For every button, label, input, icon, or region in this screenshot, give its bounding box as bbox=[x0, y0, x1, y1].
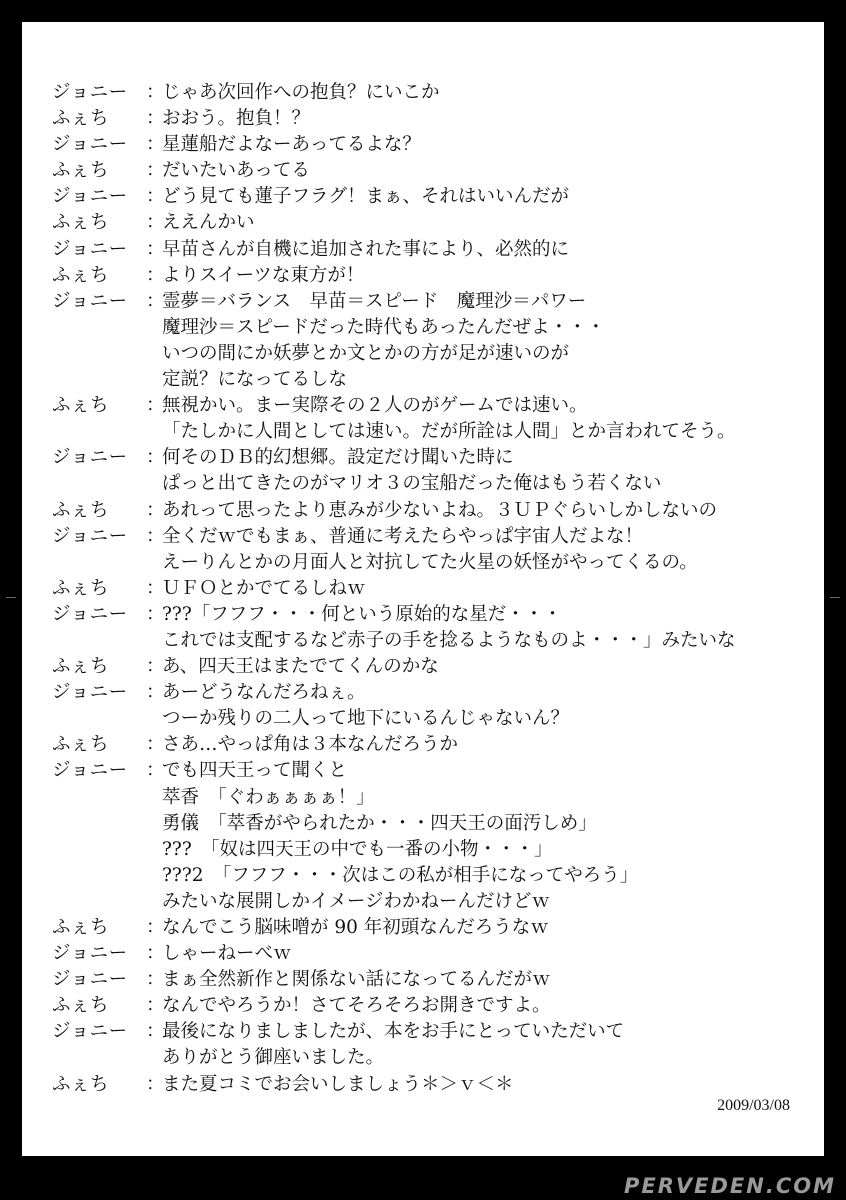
speaker-colon: ： bbox=[146, 447, 165, 469]
speaker-name: ジョニー bbox=[52, 525, 128, 547]
speaker-colon: ： bbox=[146, 734, 165, 756]
dialogue-text: えーりんとかの月面人と対抗してた火星の妖怪がやってくるの。 bbox=[162, 551, 698, 573]
dialogue-text: まぁ全然新作と関係ない話になってるんだがｗ bbox=[162, 969, 551, 991]
dialogue-text: いつの間にか妖夢とか文とかの方が足が速いのが bbox=[162, 342, 570, 364]
dialogue-line bbox=[52, 1045, 812, 1071]
dialogue-text: これでは支配するなど赤子の手を捻るようなものよ・・・」みたいな bbox=[162, 629, 736, 651]
speaker-name: ふぇち bbox=[52, 917, 110, 938]
speaker-colon: ： bbox=[146, 134, 165, 156]
speaker-name: ジョニー bbox=[52, 186, 128, 208]
dialogue-text: ぱっと出てきたのがマリオ３の宝船だった俺はもう若くない bbox=[162, 473, 662, 495]
speaker-name: ジョニー bbox=[52, 82, 128, 103]
dialogue-line bbox=[52, 419, 812, 445]
speaker-colon: ： bbox=[146, 1021, 165, 1043]
speaker-colon: ： bbox=[146, 656, 165, 678]
speaker-colon: ： bbox=[146, 212, 165, 234]
speaker-name: ふぇち bbox=[52, 499, 110, 521]
dialogue-line bbox=[52, 863, 812, 889]
date-stamp: 2009/03/08 bbox=[717, 1097, 790, 1114]
speaker-colon: ： bbox=[146, 108, 165, 130]
dialogue-line bbox=[52, 1072, 812, 1098]
dialogue-line bbox=[52, 289, 812, 315]
dialogue-text: 定説？になってるしな bbox=[162, 369, 348, 391]
speaker-name: ふぇち bbox=[52, 1073, 110, 1095]
dialogue-text: みたいな展開しかイメージわかねーんだけどｗ bbox=[162, 890, 550, 912]
dialogue-text: だいたいあってる bbox=[162, 160, 310, 182]
dialogue-line bbox=[52, 341, 812, 367]
dialogue-line bbox=[52, 654, 812, 680]
dialogue-text: なんでやろうか！さてそろそろお開きですよ。 bbox=[162, 995, 551, 1017]
watermark: PERVEDEN.COM bbox=[624, 1174, 836, 1198]
dialogue-text: 最後になりましましたが、本をお手にとっていただいて bbox=[162, 1021, 625, 1043]
speaker-name: ふぇち bbox=[52, 264, 110, 286]
speaker-name: ふぇち bbox=[52, 734, 110, 756]
speaker-colon: ： bbox=[146, 682, 165, 704]
speaker-name: ふぇち bbox=[52, 160, 110, 182]
dialogue-text: 何そのＤＢ的幻想郷。設定だけ聞いた時に bbox=[162, 447, 514, 469]
dialogue-line bbox=[52, 237, 812, 263]
dialogue-text: 「たしかに人間としては速い。だが所詮は人間」とか言われてそう。 bbox=[162, 421, 736, 443]
speaker-colon: ： bbox=[146, 186, 165, 208]
dialogue-text: おおう。抱負！？ bbox=[162, 108, 311, 130]
dialogue-text: 萃香 「ぐわぁぁぁぁ！」 bbox=[162, 786, 375, 808]
speaker-name: ジョニー bbox=[52, 290, 128, 312]
dialogue-text: しゃーねーべｗ bbox=[162, 943, 292, 965]
crop-mark-right bbox=[830, 597, 840, 598]
dialogue-line bbox=[52, 837, 812, 863]
dialogue-text: ???2 「フフフ・・・次はこの私が相手になってやろう」 bbox=[162, 864, 639, 886]
dialogue-line bbox=[52, 967, 812, 993]
speaker-name: ふぇち bbox=[52, 995, 110, 1017]
dialogue-line bbox=[52, 393, 812, 419]
speaker-name: ふぇち bbox=[52, 108, 110, 130]
speaker-colon: ： bbox=[146, 917, 165, 938]
dialogue-line bbox=[52, 158, 812, 184]
speaker-name: ふぇち bbox=[52, 577, 110, 599]
dialogue-text: じゃあ次回作への抱負？にいこか bbox=[162, 82, 440, 103]
dialogue-line bbox=[52, 1019, 812, 1045]
dialogue-line bbox=[52, 785, 812, 811]
dialogue-line bbox=[52, 80, 812, 106]
speaker-colon: ： bbox=[146, 525, 165, 547]
dialogue-text: 魔理沙＝スピードだった時代もあったんだぜよ・・・ bbox=[162, 316, 606, 338]
speaker-name: ふぇち bbox=[52, 656, 110, 678]
speaker-colon: ： bbox=[146, 995, 165, 1017]
dialogue-line bbox=[52, 184, 812, 210]
speaker-colon: ： bbox=[146, 969, 165, 991]
dialogue-line bbox=[52, 889, 812, 915]
dialogue-text: ??? 「奴は四天王の中でも一番の小物・・・」 bbox=[162, 838, 553, 860]
dialogue-line bbox=[52, 471, 812, 497]
dialogue-line bbox=[52, 576, 812, 602]
dialogue-line bbox=[52, 732, 812, 758]
dialogue-text: つーか残りの二人って地下にいるんじゃないん？ bbox=[162, 708, 570, 730]
dialogue-text: ありがとう御座いました。 bbox=[162, 1047, 385, 1069]
speaker-name: ふぇち bbox=[52, 395, 110, 417]
dialogue-text: 早苗さんが自機に追加された事により、必然的に bbox=[162, 238, 570, 260]
dialogue-line bbox=[52, 941, 812, 967]
speaker-name: ジョニー bbox=[52, 943, 128, 965]
dialogue-line bbox=[52, 758, 812, 784]
dialogue-text: なんでこう脳味噌が 90 年初頭なんだろうなｗ bbox=[162, 917, 549, 938]
speaker-colon: ： bbox=[146, 160, 165, 182]
speaker-colon: ： bbox=[146, 238, 165, 260]
dialogue-text: 無視かい。まー実際その２人のがゲームでは速い。 bbox=[162, 395, 588, 417]
speaker-colon: ： bbox=[146, 290, 165, 312]
dialogue-text: あれって思ったより恵みが少ないよね。３ＵＰぐらいしかしないの bbox=[162, 499, 718, 521]
dialogue-text: でも四天王って聞くと bbox=[162, 760, 348, 782]
dialogue-line bbox=[52, 706, 812, 732]
dialogue-text: どう見ても蓮子フラグ！まぁ、それはいいんだが bbox=[162, 186, 570, 208]
speaker-name: ジョニー bbox=[52, 760, 128, 782]
dialogue-line bbox=[52, 106, 812, 132]
speaker-name: ジョニー bbox=[52, 603, 128, 625]
dialogue-text: 星蓮船だよなーあってるよな？ bbox=[162, 134, 421, 156]
dialogue-line bbox=[52, 550, 812, 576]
speaker-name: ふぇち bbox=[52, 212, 110, 234]
dialogue-line bbox=[52, 524, 812, 550]
dialogue-text: ???「フフフ・・・何という原始的な星だ・・・ bbox=[162, 603, 562, 625]
dialogue-line bbox=[52, 498, 812, 524]
dialogue-line bbox=[52, 263, 812, 289]
dialogue-text: 勇儀 「萃香がやられたか・・・四天王の面汚しめ」 bbox=[162, 812, 597, 834]
speaker-colon: ： bbox=[146, 264, 165, 286]
speaker-name: ジョニー bbox=[52, 238, 128, 260]
dialogue-line bbox=[52, 680, 812, 706]
dialogue-line bbox=[52, 602, 812, 628]
dialogue-line bbox=[52, 811, 812, 837]
speaker-colon: ： bbox=[146, 943, 165, 965]
dialogue-line bbox=[52, 132, 812, 158]
dialogue-text: また夏コミでお会いしましょう＊＞ｖ＜＊ bbox=[162, 1073, 514, 1095]
dialogue-text: あ、四天王はまたでてくんのかな bbox=[162, 656, 439, 678]
dialogue-text: 全くだｗでもまぁ、普通に考えたらやっぱ宇宙人だよな！ bbox=[162, 525, 644, 547]
speaker-name: ジョニー bbox=[52, 447, 128, 469]
speaker-colon: ： bbox=[146, 1073, 165, 1095]
speaker-colon: ： bbox=[146, 577, 165, 599]
speaker-name: ジョニー bbox=[52, 134, 128, 156]
speaker-name: ジョニー bbox=[52, 682, 128, 704]
dialogue-line bbox=[52, 210, 812, 236]
dialogue-line bbox=[52, 993, 812, 1019]
dialogue-text: よりスイーツな東方が！ bbox=[162, 264, 365, 286]
speaker-colon: ： bbox=[146, 395, 165, 417]
dialogue-line bbox=[52, 315, 812, 341]
dialogue-line bbox=[52, 628, 812, 654]
speaker-colon: ： bbox=[146, 603, 165, 625]
dialogue-text: さあ…やっぱ角は３本なんだろうか bbox=[162, 734, 459, 756]
dialogue-line bbox=[52, 445, 812, 471]
dialogue-line bbox=[52, 367, 812, 393]
dialogue-transcript bbox=[52, 80, 812, 1098]
speaker-name: ジョニー bbox=[52, 969, 128, 991]
document-page bbox=[22, 22, 824, 1156]
dialogue-text: ＵＦＯとかでてるしねｗ bbox=[162, 577, 366, 599]
dialogue-text: ええんかい bbox=[162, 212, 255, 234]
dialogue-line bbox=[52, 915, 812, 941]
speaker-colon: ： bbox=[146, 760, 165, 782]
speaker-colon: ： bbox=[146, 499, 165, 521]
dialogue-text: あーどうなんだろねぇ。 bbox=[162, 682, 366, 704]
speaker-colon: ： bbox=[146, 82, 165, 103]
dialogue-text: 霊夢＝バランス 早苗＝スピード 魔理沙＝パワー bbox=[162, 290, 587, 312]
crop-mark-left bbox=[6, 597, 16, 598]
speaker-name: ジョニー bbox=[52, 1021, 128, 1043]
